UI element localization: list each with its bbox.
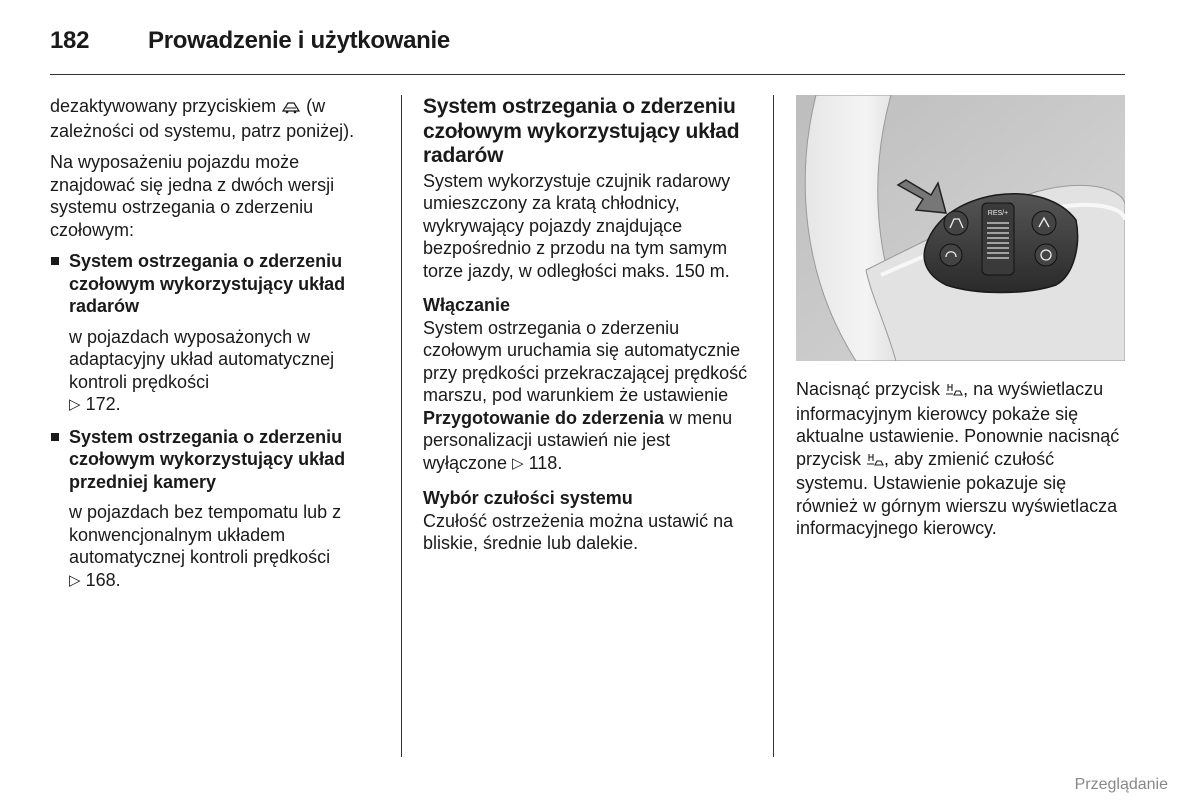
intro-text-end: (w zależności od systemu, patrz poniżej).: [50, 96, 355, 141]
bullet-icon: [51, 257, 59, 265]
resume-button-label: RES/+: [987, 210, 1009, 217]
activation-paragraph: [423, 317, 758, 476]
column-3: [796, 378, 1126, 549]
list-item-title: System ostrzegania o zderzeniu czołowym wykorzystujący układ radarów: [69, 251, 346, 316]
sensitivity-paragraph: Czułość ostrzeżenia można ustawić na bliskie, średnie lub dalekie.: [423, 510, 734, 553]
instruction-text-end: , aby zmienić czułość systemu. Ustawienie pokazuje się również w górnym wierszu wyświetlacza informacyjnego kierowcy.: [796, 448, 1118, 538]
page-number: 182: [50, 27, 90, 54]
intro-text-start: dezaktywowany przyciskiem: [50, 96, 277, 116]
page-reference[interactable]: 118.: [528, 452, 563, 473]
sensitivity-instructions: [796, 378, 1126, 540]
list-item-text: [50, 326, 380, 417]
gap-setting-icon: [866, 450, 884, 473]
column-2: [423, 95, 758, 564]
bullet-icon: [51, 433, 59, 441]
reference-arrow-icon: ▷: [512, 454, 524, 472]
list-item-camera: [50, 426, 380, 494]
page-reference[interactable]: 168.: [85, 569, 121, 590]
instruction-text-continued: , na wyświetlaczu informacyjnym kierowcy pokaże się aktualne ustawienie. Ponownie nacisnąć przycisk: [796, 379, 1120, 469]
subheading-sensitivity: Wybór czułości systemu: [423, 488, 633, 508]
intro-paragraph: [50, 95, 380, 142]
list-item-description: w pojazdach wyposażonych w adaptacyjny układ automatycznej kontroli prędkości: [69, 326, 335, 392]
section-heading: System ostrzegania o zderzeniu czołowym wykorzystujący układ radarów: [423, 95, 740, 167]
subheading-activation: Włączanie: [423, 295, 511, 315]
versions-paragraph: Na wyposażeniu pojazdu może znajdować się jedna z dwóch wersji systemu ostrzegania o zderzeniu czołowym:: [50, 152, 335, 240]
list-item-radar: [50, 250, 380, 318]
steering-wheel-figure: [796, 95, 1125, 361]
instruction-text: Nacisnąć przycisk: [796, 379, 941, 399]
page-reference[interactable]: 172.: [85, 394, 121, 414]
footer-section-label: Przeglądanie: [1074, 776, 1168, 793]
radar-description: System wykorzystuje czujnik radarowy umieszczony za kratą chłodnicy, wykrywający pojazdy znajdujące bezpośrednio z przodu na tym samym torze jazdy, w odległości maks. 150 m.: [423, 170, 731, 281]
header-rule: [50, 74, 1125, 75]
setting-name: Przygotowanie do zderzenia: [423, 407, 665, 428]
page-title: Prowadzenie i użytkowanie: [148, 27, 450, 54]
list-item-title: System ostrzegania o zderzeniu czołowym wykorzystujący układ przedniej kamery: [69, 426, 346, 492]
gap-setting-icon: [945, 380, 963, 403]
collision-alert-icon: [281, 97, 301, 120]
column-divider-1: [401, 95, 402, 757]
steering-wheel-illustration: [796, 95, 1125, 361]
column-divider-2: [773, 95, 774, 757]
list-item-description: w pojazdach bez tempomatu lub z konwencjonalnym układem automatycznej kontroli prędkości: [69, 502, 342, 567]
reference-arrow-icon: ▷: [69, 571, 81, 589]
reference-arrow-icon: ▷: [69, 396, 81, 413]
column-1: [50, 95, 380, 601]
activation-text: System ostrzegania o zderzeniu czołowym uruchamia się automatycznie przy prędkości przekraczającej prędkość marszu, pod warunkiem że ustawienie: [423, 317, 748, 405]
activation-text-end: w menu personalizacji ustawień nie jest wyłączone: [423, 407, 733, 473]
list-item-text: [50, 501, 380, 592]
